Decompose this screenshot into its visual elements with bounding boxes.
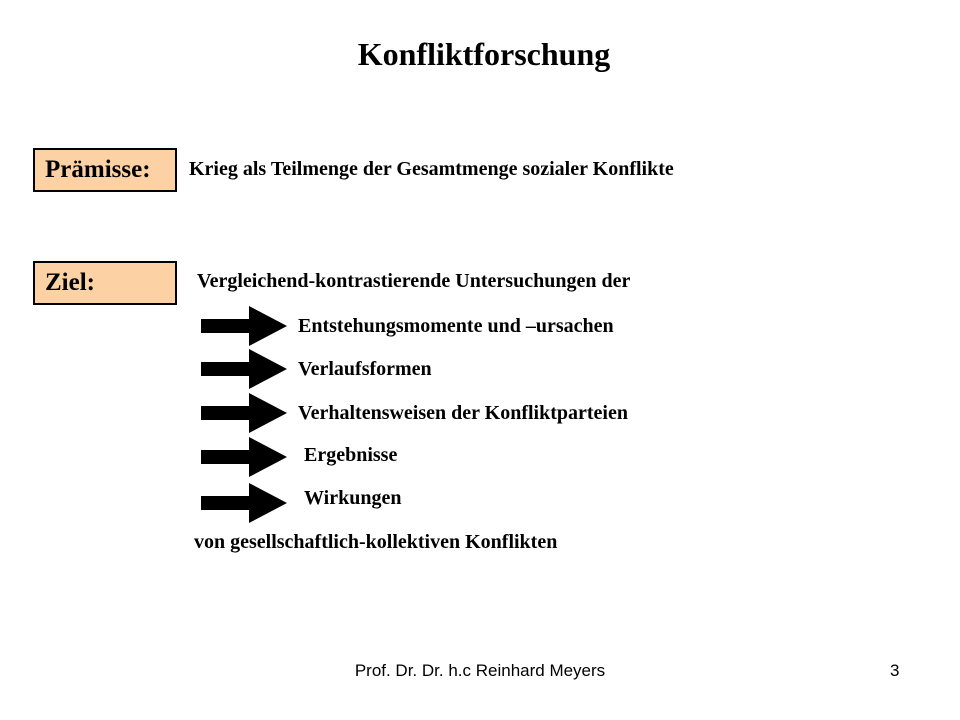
goal-closing-text: von gesellschaftlich-kollektiven Konflikten	[194, 531, 558, 553]
slide-title: Konfliktforschung	[357, 36, 611, 72]
premise-text: Krieg als Teilmenge der Gesamtmenge sozialer Konflikte	[189, 158, 674, 180]
footer-author: Prof. Dr. Dr. h.c Reinhard Meyers	[354, 661, 606, 680]
goal-item: Verhaltensweisen der Konfliktparteien	[298, 402, 628, 424]
right-arrow-icon	[201, 393, 287, 433]
premise-label-box: Prämisse:	[33, 148, 177, 192]
goal-label-box: Ziel:	[33, 261, 177, 305]
goal-item: Verlaufsformen	[298, 358, 432, 380]
goal-item: Wirkungen	[304, 487, 402, 509]
goal-item: Entstehungsmomente und –ursachen	[298, 315, 614, 337]
right-arrow-icon	[201, 483, 287, 523]
right-arrow-icon	[201, 437, 287, 477]
goal-intro-text: Vergleichend-kontrastierende Untersuchungen der	[197, 270, 631, 292]
right-arrow-icon	[201, 349, 287, 389]
right-arrow-icon	[201, 306, 287, 346]
goal-item: Ergebnisse	[304, 444, 398, 466]
page-number: 3	[890, 661, 900, 680]
